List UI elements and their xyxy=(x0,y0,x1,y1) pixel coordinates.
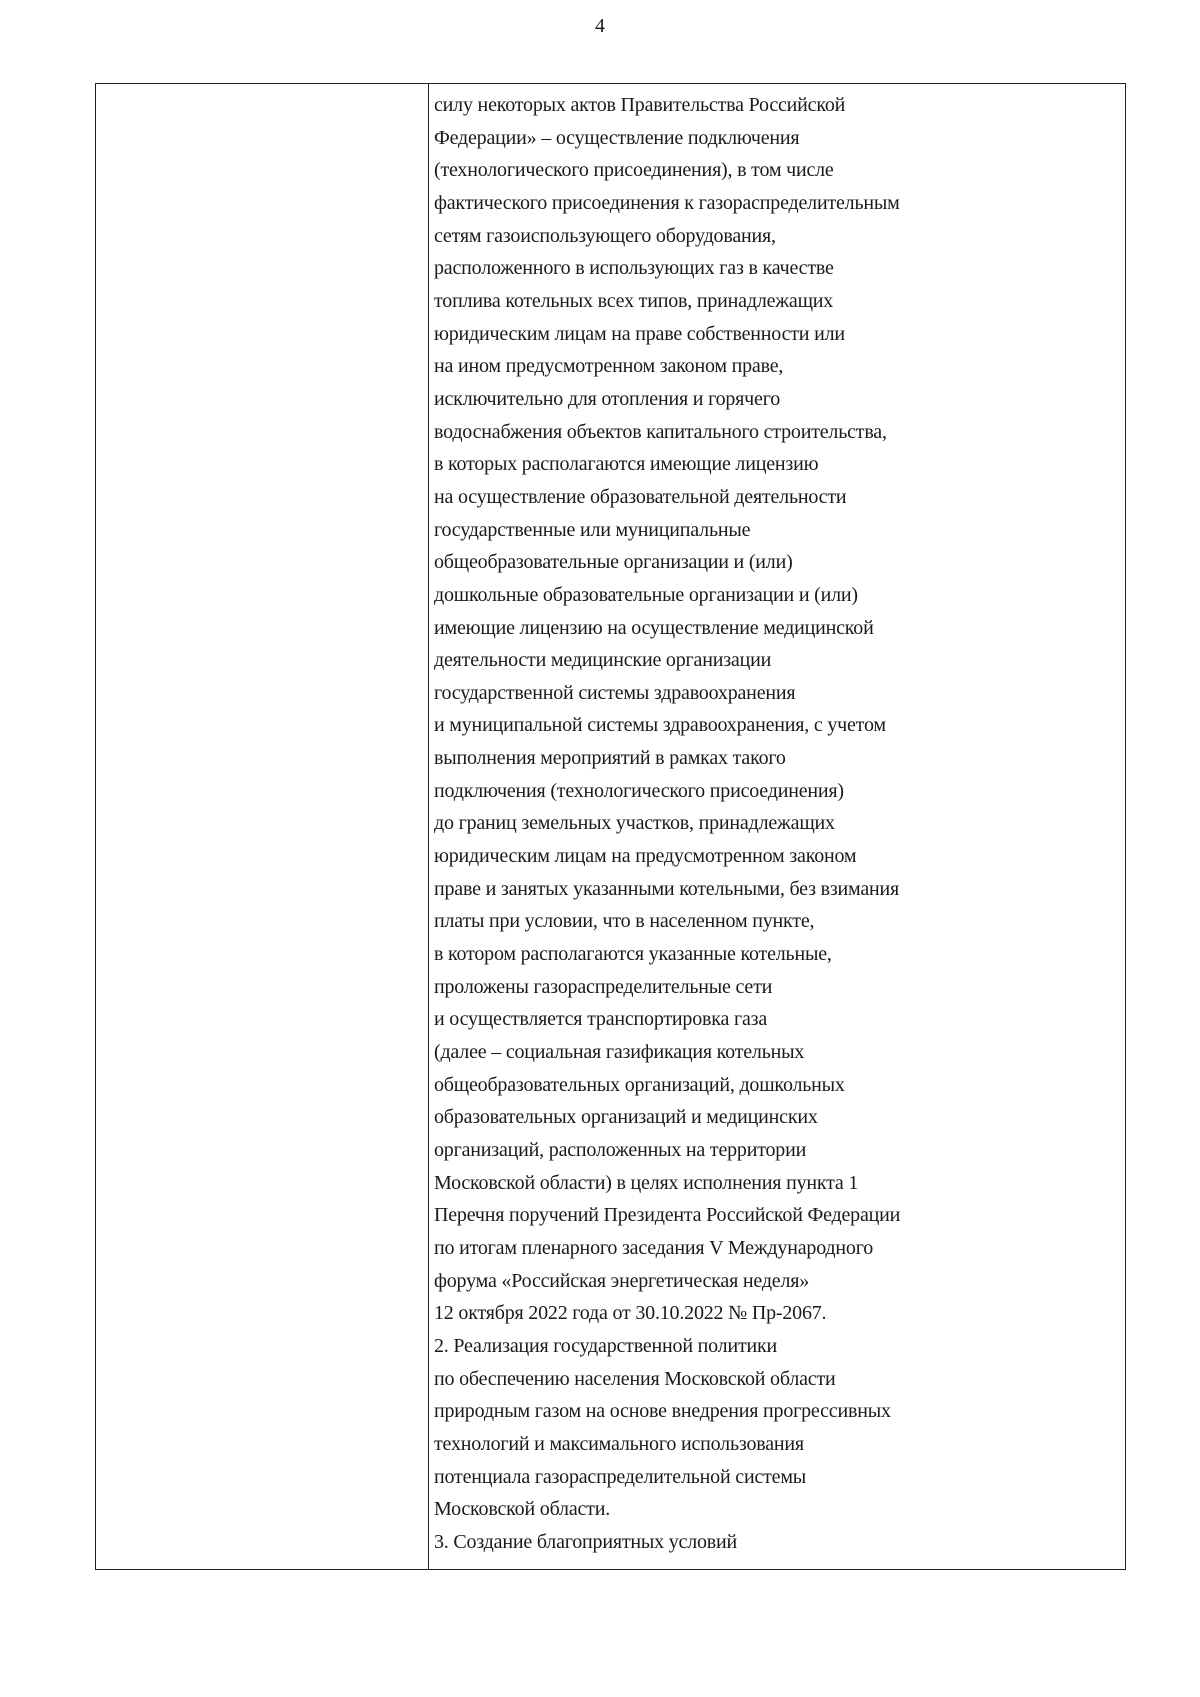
text-line: сетям газоиспользующего оборудования, xyxy=(434,224,776,247)
text-line: дошкольные образовательные организации и (или) xyxy=(434,583,858,606)
text-line: образовательных организаций и медицинских xyxy=(434,1106,818,1129)
text-line: имеющие лицензию на осуществление медицинской xyxy=(434,616,874,639)
text-line: топлива котельных всех типов, принадлежащих xyxy=(434,289,834,312)
text-line: водоснабжения объектов капитального строительства, xyxy=(434,420,887,443)
text-line: государственные или муниципальные xyxy=(434,518,751,541)
text-line: и осуществляется транспортировка газа xyxy=(434,1008,768,1031)
text-line: Московской области. xyxy=(434,1498,611,1521)
text-line: в которых располагаются имеющие лицензию xyxy=(434,453,819,476)
text-line: праве и занятых указанными котельными, без взимания xyxy=(434,877,900,900)
text-line: форума «Российская энергетическая неделя» xyxy=(434,1269,810,1292)
text-line: на ином предусмотренном законом праве, xyxy=(434,355,784,378)
text-line: Перечня поручений Президента Российской Федерации xyxy=(434,1204,901,1227)
text-line: юридическим лицам на предусмотренном законом xyxy=(434,845,857,868)
text-line: проложены газораспределительные сети xyxy=(434,975,773,998)
table-right-cell xyxy=(434,89,1124,1559)
text-line: государственной системы здравоохранения xyxy=(434,681,796,704)
text-line: технологий и максимального использования xyxy=(434,1432,804,1455)
text-line: в котором располагаются указанные котельные, xyxy=(434,943,832,966)
text-line: Московской области) в целях исполнения пункта 1 xyxy=(434,1171,859,1194)
document-table xyxy=(95,83,1126,1570)
text-line: по итогам пленарного заседания V Международного xyxy=(434,1236,873,1259)
text-line: расположенного в использующих газ в качестве xyxy=(434,257,834,280)
text-line: 3. Создание благоприятных условий xyxy=(434,1530,738,1553)
text-line: силу некоторых актов Правительства Российской xyxy=(434,94,846,116)
text-line: выполнения мероприятий в рамках такого xyxy=(434,747,786,770)
text-line: по обеспечению населения Московской области xyxy=(434,1367,836,1390)
text-line: (далее – социальная газификация котельных xyxy=(434,1041,805,1064)
text-line: Федерации» – осуществление подключения xyxy=(434,126,800,149)
text-line: платы при условии, что в населенном пункте, xyxy=(434,910,815,933)
text-line: фактического присоединения к газораспределительным xyxy=(434,191,900,214)
text-line: общеобразовательные организации и (или) xyxy=(434,551,793,574)
text-line: потенциала газораспределительной системы xyxy=(434,1465,807,1488)
text-line: (технологического присоединения), в том числе xyxy=(434,159,834,182)
text-line: 2. Реализация государственной политики xyxy=(434,1334,778,1357)
text-line: природным газом на основе внедрения прогрессивных xyxy=(434,1400,891,1423)
text-line: общеобразовательных организаций, дошкольных xyxy=(434,1073,845,1096)
page-number: 4 xyxy=(595,15,605,37)
text-line: исключительно для отопления и горячего xyxy=(434,387,781,410)
text-line: 12 октября 2022 года от 30.10.2022 № Пр-2067. xyxy=(434,1302,827,1325)
table-left-cell xyxy=(96,84,429,1569)
text-line: на осуществление образовательной деятельности xyxy=(434,485,847,508)
text-line: подключения (технологического присоединения) xyxy=(434,779,844,802)
text-line: деятельности медицинские организации xyxy=(434,649,772,672)
text-line: до границ земельных участков, принадлежащих xyxy=(434,812,835,835)
text-line: и муниципальной системы здравоохранения, с учетом xyxy=(434,714,886,737)
text-line: организаций, расположенных на территории xyxy=(434,1139,807,1161)
text-line: юридическим лицам на праве собственности или xyxy=(434,322,845,345)
